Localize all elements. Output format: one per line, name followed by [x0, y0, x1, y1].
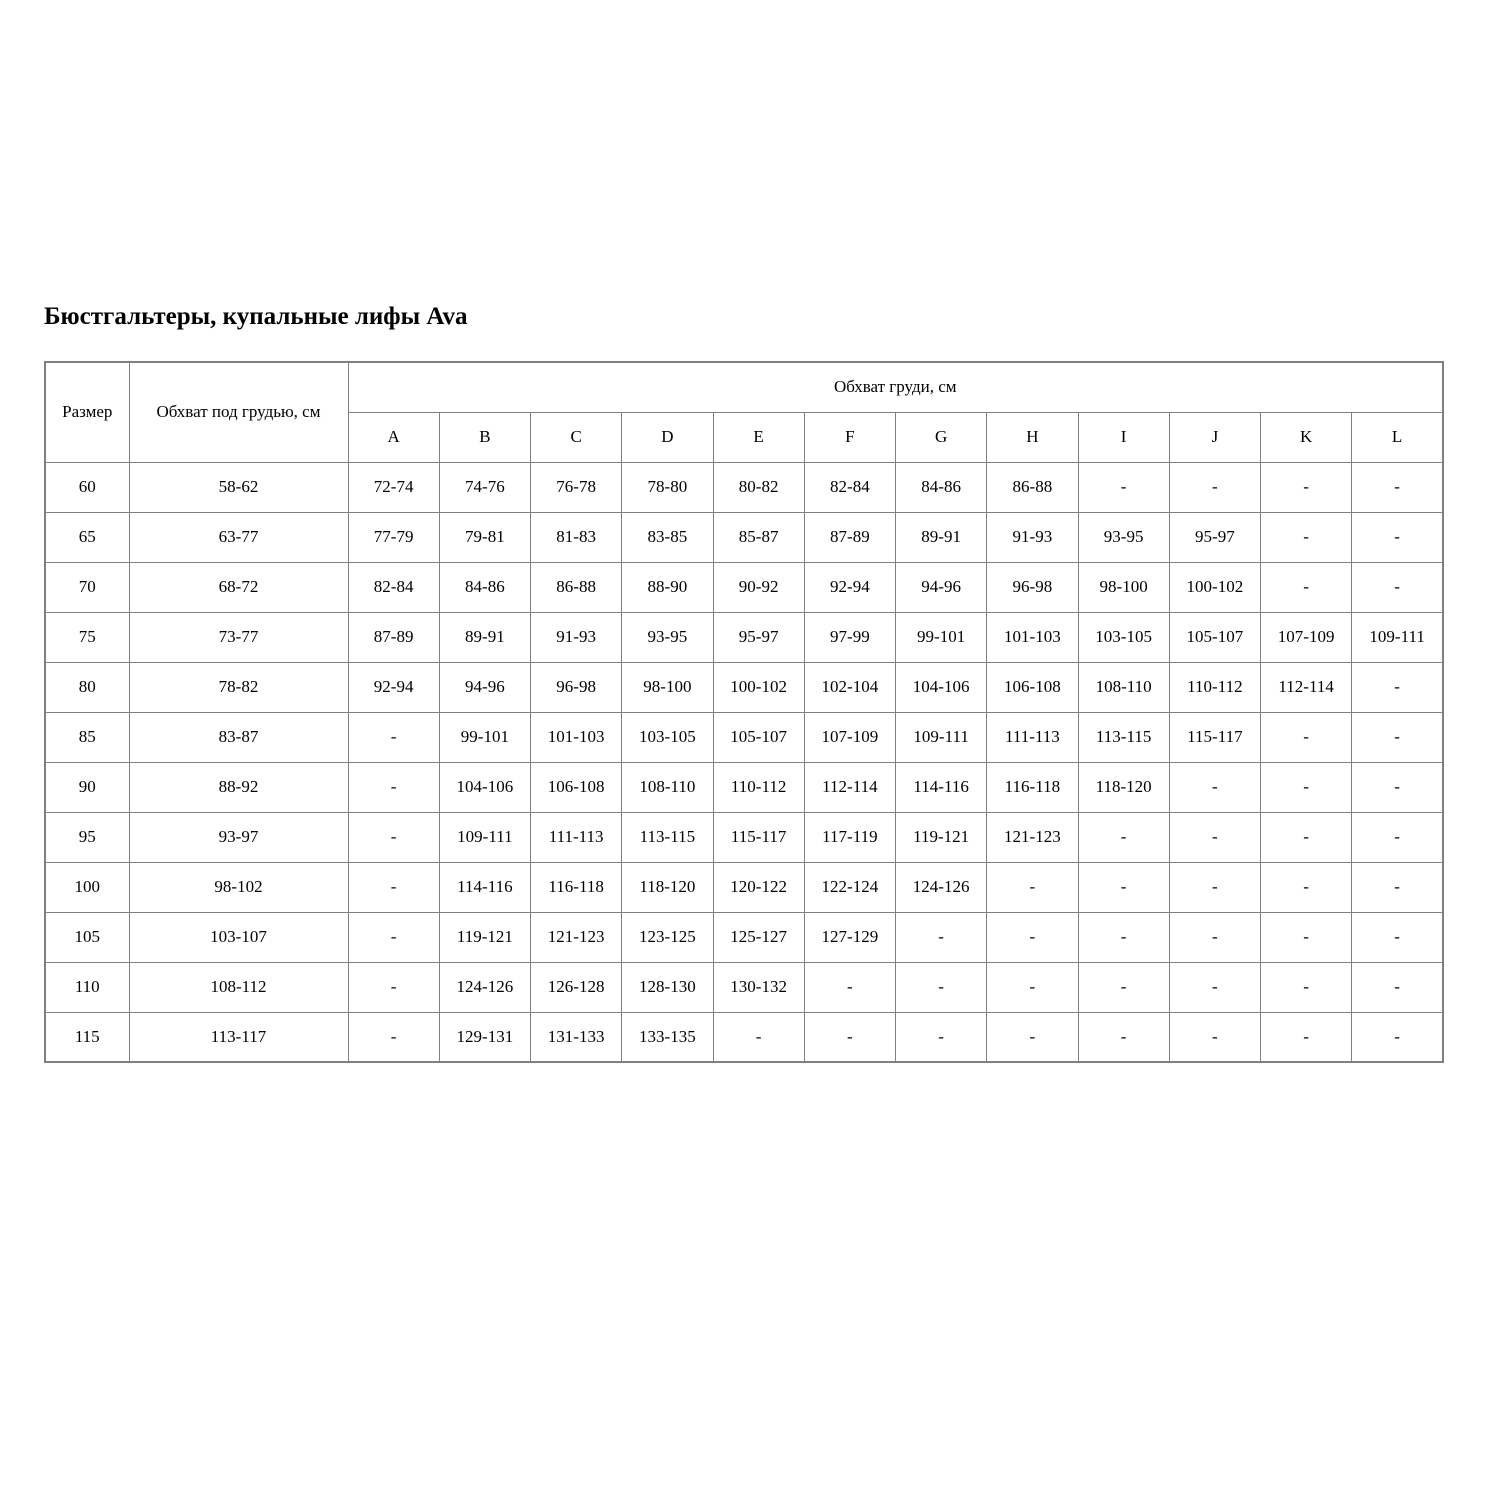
- cup-range-cell: 119-121: [896, 812, 987, 862]
- cup-range-cell: 125-127: [713, 912, 804, 962]
- cup-range-cell: 121-123: [987, 812, 1078, 862]
- cup-range-cell: 76-78: [531, 462, 622, 512]
- cup-range-cell: 130-132: [713, 962, 804, 1012]
- underbust-cell: 58-62: [129, 462, 348, 512]
- size-cell: 70: [45, 562, 129, 612]
- cup-range-cell: 86-88: [531, 562, 622, 612]
- cup-range-cell: -: [987, 962, 1078, 1012]
- size-cell: 105: [45, 912, 129, 962]
- cup-range-cell: 108-110: [1078, 662, 1169, 712]
- cup-range-cell: -: [896, 912, 987, 962]
- cup-range-cell: 103-105: [1078, 612, 1169, 662]
- cup-range-cell: 72-74: [348, 462, 439, 512]
- underbust-cell: 93-97: [129, 812, 348, 862]
- cup-range-cell: -: [1169, 962, 1260, 1012]
- cup-range-cell: 85-87: [713, 512, 804, 562]
- cup-range-cell: 116-118: [531, 862, 622, 912]
- cup-range-cell: 98-100: [622, 662, 713, 712]
- cup-column-header: H: [987, 412, 1078, 462]
- cup-range-cell: -: [1261, 562, 1352, 612]
- cup-range-cell: -: [987, 1012, 1078, 1062]
- size-cell: 75: [45, 612, 129, 662]
- cup-range-cell: 92-94: [804, 562, 895, 612]
- cup-range-cell: 107-109: [804, 712, 895, 762]
- cup-range-cell: -: [1261, 712, 1352, 762]
- cup-range-cell: -: [348, 812, 439, 862]
- cup-range-cell: 91-93: [531, 612, 622, 662]
- cup-column-header: C: [531, 412, 622, 462]
- cup-range-cell: -: [348, 912, 439, 962]
- underbust-cell: 73-77: [129, 612, 348, 662]
- cup-range-cell: 100-102: [1169, 562, 1260, 612]
- cup-column-header: B: [439, 412, 530, 462]
- cup-range-cell: -: [1078, 862, 1169, 912]
- cup-range-cell: -: [1352, 562, 1443, 612]
- cup-range-cell: 123-125: [622, 912, 713, 962]
- cup-range-cell: 77-79: [348, 512, 439, 562]
- cup-range-cell: 109-111: [439, 812, 530, 862]
- underbust-column-header: Обхват под грудью, см: [129, 362, 348, 462]
- cup-range-cell: 96-98: [531, 662, 622, 712]
- cup-range-cell: -: [1169, 762, 1260, 812]
- cup-range-cell: -: [1078, 962, 1169, 1012]
- cup-range-cell: 79-81: [439, 512, 530, 562]
- cup-range-cell: -: [1261, 962, 1352, 1012]
- cup-range-cell: -: [804, 1012, 895, 1062]
- cup-range-cell: 114-116: [439, 862, 530, 912]
- cup-range-cell: 98-100: [1078, 562, 1169, 612]
- cup-range-cell: 110-112: [713, 762, 804, 812]
- table-row: [45, 712, 1443, 762]
- size-cell: 85: [45, 712, 129, 762]
- underbust-cell: 113-117: [129, 1012, 348, 1062]
- cup-range-cell: 113-115: [622, 812, 713, 862]
- cup-range-cell: 74-76: [439, 462, 530, 512]
- underbust-cell: 108-112: [129, 962, 348, 1012]
- cup-range-cell: 104-106: [439, 762, 530, 812]
- cup-range-cell: 122-124: [804, 862, 895, 912]
- cup-range-cell: 95-97: [713, 612, 804, 662]
- cup-range-cell: -: [1261, 462, 1352, 512]
- cup-range-cell: -: [1352, 812, 1443, 862]
- cup-range-cell: -: [348, 762, 439, 812]
- cup-column-header: G: [896, 412, 987, 462]
- cup-range-cell: -: [896, 962, 987, 1012]
- size-cell: 100: [45, 862, 129, 912]
- cup-column-header: L: [1352, 412, 1443, 462]
- cup-range-cell: 84-86: [439, 562, 530, 612]
- cup-range-cell: -: [987, 912, 1078, 962]
- cup-range-cell: 126-128: [531, 962, 622, 1012]
- cup-range-cell: 84-86: [896, 462, 987, 512]
- size-cell: 95: [45, 812, 129, 862]
- cup-range-cell: -: [1352, 962, 1443, 1012]
- cup-range-cell: 109-111: [1352, 612, 1443, 662]
- cup-range-cell: 96-98: [987, 562, 1078, 612]
- cup-range-cell: 129-131: [439, 1012, 530, 1062]
- table-row: [45, 862, 1443, 912]
- underbust-cell: 98-102: [129, 862, 348, 912]
- cup-range-cell: 81-83: [531, 512, 622, 562]
- underbust-cell: 78-82: [129, 662, 348, 712]
- cup-range-cell: 78-80: [622, 462, 713, 512]
- cup-range-cell: 115-117: [1169, 712, 1260, 762]
- table-row: [45, 812, 1443, 862]
- page-title: Бюстгальтеры, купальные лифы Ava: [44, 303, 468, 330]
- cup-column-header: J: [1169, 412, 1260, 462]
- cup-column-header: A: [348, 412, 439, 462]
- cup-range-cell: 97-99: [804, 612, 895, 662]
- cup-range-cell: -: [1352, 862, 1443, 912]
- table-row: [45, 562, 1443, 612]
- cup-column-header: F: [804, 412, 895, 462]
- cup-range-cell: 82-84: [804, 462, 895, 512]
- cup-range-cell: 91-93: [987, 512, 1078, 562]
- cup-range-cell: -: [1078, 462, 1169, 512]
- cup-range-cell: 118-120: [1078, 762, 1169, 812]
- cup-range-cell: -: [1261, 1012, 1352, 1062]
- cup-column-header: E: [713, 412, 804, 462]
- cup-range-cell: -: [1352, 512, 1443, 562]
- cup-range-cell: -: [1352, 712, 1443, 762]
- cup-range-cell: 111-113: [531, 812, 622, 862]
- cup-range-cell: -: [1352, 1012, 1443, 1062]
- cup-range-cell: -: [1078, 912, 1169, 962]
- cup-range-cell: 117-119: [804, 812, 895, 862]
- size-cell: 65: [45, 512, 129, 562]
- underbust-cell: 83-87: [129, 712, 348, 762]
- cup-range-cell: -: [1169, 862, 1260, 912]
- cup-range-cell: 113-115: [1078, 712, 1169, 762]
- cup-range-cell: 104-106: [896, 662, 987, 712]
- size-table-body: [45, 462, 1443, 1062]
- table-row: [45, 462, 1443, 512]
- underbust-cell: 103-107: [129, 912, 348, 962]
- cup-range-cell: -: [1352, 912, 1443, 962]
- header-row-group: [45, 362, 1443, 412]
- cup-range-cell: 80-82: [713, 462, 804, 512]
- size-chart-table: [44, 361, 1444, 1063]
- cup-range-cell: 100-102: [713, 662, 804, 712]
- cup-range-cell: -: [1352, 662, 1443, 712]
- cup-range-cell: 128-130: [622, 962, 713, 1012]
- cup-column-header: K: [1261, 412, 1352, 462]
- table-row: [45, 962, 1443, 1012]
- cup-range-cell: 106-108: [987, 662, 1078, 712]
- size-column-header: Размер: [45, 362, 129, 462]
- cup-range-cell: 133-135: [622, 1012, 713, 1062]
- cup-column-header: I: [1078, 412, 1169, 462]
- cup-range-cell: 82-84: [348, 562, 439, 612]
- cup-range-cell: -: [1078, 1012, 1169, 1062]
- cup-range-cell: 127-129: [804, 912, 895, 962]
- cup-range-cell: 86-88: [987, 462, 1078, 512]
- cup-range-cell: -: [348, 962, 439, 1012]
- cup-range-cell: 109-111: [896, 712, 987, 762]
- cup-range-cell: -: [1169, 462, 1260, 512]
- cup-range-cell: -: [987, 862, 1078, 912]
- cup-range-cell: -: [1261, 812, 1352, 862]
- cup-range-cell: -: [896, 1012, 987, 1062]
- cup-range-cell: 101-103: [531, 712, 622, 762]
- table-row: [45, 612, 1443, 662]
- cup-range-cell: 90-92: [713, 562, 804, 612]
- cup-range-cell: 112-114: [1261, 662, 1352, 712]
- cup-range-cell: -: [348, 862, 439, 912]
- cup-range-cell: -: [1261, 762, 1352, 812]
- bust-group-header: Обхват груди, см: [348, 362, 1443, 412]
- cup-range-cell: -: [1078, 812, 1169, 862]
- cup-range-cell: 106-108: [531, 762, 622, 812]
- cup-range-cell: -: [348, 712, 439, 762]
- cup-range-cell: 112-114: [804, 762, 895, 812]
- cup-range-cell: 83-85: [622, 512, 713, 562]
- table-row: [45, 1012, 1443, 1062]
- cup-range-cell: 108-110: [622, 762, 713, 812]
- table-row: [45, 912, 1443, 962]
- cup-range-cell: 89-91: [439, 612, 530, 662]
- cup-range-cell: 115-117: [713, 812, 804, 862]
- cup-range-cell: 95-97: [1169, 512, 1260, 562]
- size-cell: 115: [45, 1012, 129, 1062]
- cup-range-cell: 120-122: [713, 862, 804, 912]
- cup-range-cell: 105-107: [713, 712, 804, 762]
- cup-range-cell: 118-120: [622, 862, 713, 912]
- cup-range-cell: 116-118: [987, 762, 1078, 812]
- cup-range-cell: 107-109: [1261, 612, 1352, 662]
- cup-range-cell: -: [804, 962, 895, 1012]
- cup-range-cell: -: [1169, 812, 1260, 862]
- table-row: [45, 762, 1443, 812]
- cup-range-cell: 94-96: [439, 662, 530, 712]
- cup-range-cell: -: [1261, 912, 1352, 962]
- cup-range-cell: 99-101: [439, 712, 530, 762]
- underbust-cell: 63-77: [129, 512, 348, 562]
- size-cell: 90: [45, 762, 129, 812]
- cup-range-cell: 89-91: [896, 512, 987, 562]
- cup-range-cell: 94-96: [896, 562, 987, 612]
- underbust-cell: 68-72: [129, 562, 348, 612]
- cup-range-cell: 87-89: [348, 612, 439, 662]
- cup-range-cell: -: [1352, 762, 1443, 812]
- cup-range-cell: -: [713, 1012, 804, 1062]
- cup-range-cell: 99-101: [896, 612, 987, 662]
- cup-range-cell: 102-104: [804, 662, 895, 712]
- size-cell: 110: [45, 962, 129, 1012]
- cup-range-cell: 93-95: [622, 612, 713, 662]
- cup-range-cell: 119-121: [439, 912, 530, 962]
- cup-range-cell: 105-107: [1169, 612, 1260, 662]
- cup-range-cell: 121-123: [531, 912, 622, 962]
- table-row: [45, 662, 1443, 712]
- cup-range-cell: 88-90: [622, 562, 713, 612]
- cup-range-cell: 103-105: [622, 712, 713, 762]
- table-header: [45, 362, 1443, 462]
- cup-range-cell: 124-126: [896, 862, 987, 912]
- cup-range-cell: 87-89: [804, 512, 895, 562]
- underbust-cell: 88-92: [129, 762, 348, 812]
- cup-range-cell: -: [348, 1012, 439, 1062]
- table-row: [45, 512, 1443, 562]
- cup-range-cell: 101-103: [987, 612, 1078, 662]
- cup-range-cell: -: [1169, 912, 1260, 962]
- cup-range-cell: 124-126: [439, 962, 530, 1012]
- cup-range-cell: 131-133: [531, 1012, 622, 1062]
- cup-range-cell: -: [1352, 462, 1443, 512]
- cup-range-cell: 93-95: [1078, 512, 1169, 562]
- size-cell: 80: [45, 662, 129, 712]
- size-cell: 60: [45, 462, 129, 512]
- cup-range-cell: 111-113: [987, 712, 1078, 762]
- cup-range-cell: 110-112: [1169, 662, 1260, 712]
- cup-range-cell: 92-94: [348, 662, 439, 712]
- cup-column-header: D: [622, 412, 713, 462]
- cup-range-cell: 114-116: [896, 762, 987, 812]
- cup-range-cell: -: [1169, 1012, 1260, 1062]
- cup-range-cell: -: [1261, 862, 1352, 912]
- cup-range-cell: -: [1261, 512, 1352, 562]
